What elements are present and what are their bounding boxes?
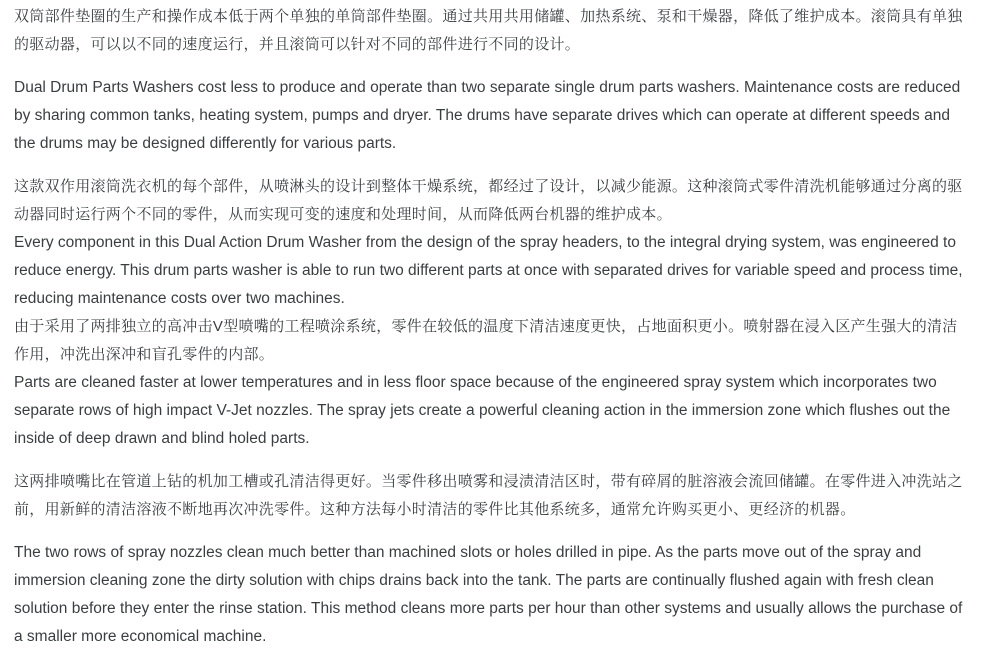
paragraph-en-1: Dual Drum Parts Washers cost less to produce and operate than two separate single drum parts washers. Maintenance costs are reduced by sharing common tanks, heating system, pumps and dryer. The drums have separate drives which can operate at different speeds and the drums may be designed differently for various parts. — [14, 79, 961, 152]
paragraph-en-4: The two rows of spray nozzles clean much better than machined slots or holes drilled in pipe. As the parts move out of the spray and immersion cleaning zone the dirty solution with chips drains back into the tank. The parts are continually flushed again with fresh clean solution before they enter the rinse station. This method cleans more parts per hour than other systems and usually allows the purchase of a smaller more economical machine. — [14, 544, 963, 645]
paragraph-en-2: Every component in this Dual Action Drum Washer from the design of the spray headers, to the integral drying system, was engineered to reduce energy. This drum parts washer is able to run two different parts at once with separated drives for variable speed and process time, reducing maintenance costs over two machines. — [14, 234, 963, 307]
paragraph-zh-1: 双筒部件垫圈的生产和操作成本低于两个单独的单筒部件垫圈。通过共用共用储罐、加热系统、泵和干燥器，降低了维护成本。滚筒具有单独的驱动器，可以以不同的速度运行，并且滚筒可以针对不同的部件进行不同的设计。 — [14, 8, 963, 53]
paragraph-en-3: Parts are cleaned faster at lower temperatures and in less floor space because of the engineered spray system which incorporates two separate rows of high impact V-Jet nozzles. The spray jets create a powerful cleaning action in the immersion zone which flushes out the inside of deep drawn and blind holed parts. — [14, 374, 951, 447]
paragraph-zh-4: 这两排喷嘴比在管道上钻的机加工槽或孔清洁得更好。当零件移出喷雾和浸渍清洁区时，带有碎屑的脏溶液会流回储罐。在零件进入冲洗站之前，用新鲜的清洁溶液不断地再次冲洗零件。这种方法每小时清洁的零件比其他系统多，通常允许购买更小、更经济的机器。 — [14, 473, 963, 518]
paragraph-zh-2: 这款双作用滚筒洗衣机的每个部件，从喷淋头的设计到整体干燥系统，都经过了设计，以减少能源。这种滚筒式零件清洗机能够通过分离的驱动器同时运行两个不同的零件，从而实现可变的速度和处理时间，从而降低两台机器的维护成本。 — [14, 178, 963, 223]
paragraph-zh-3: 由于采用了两排独立的高冲击V型喷嘴的工程喷涂系统，零件在较低的温度下清洁速度更快，占地面积更小。喷射器在浸入区产生强大的清洁作用，冲洗出深冲和盲孔零件的内部。 — [14, 318, 958, 363]
